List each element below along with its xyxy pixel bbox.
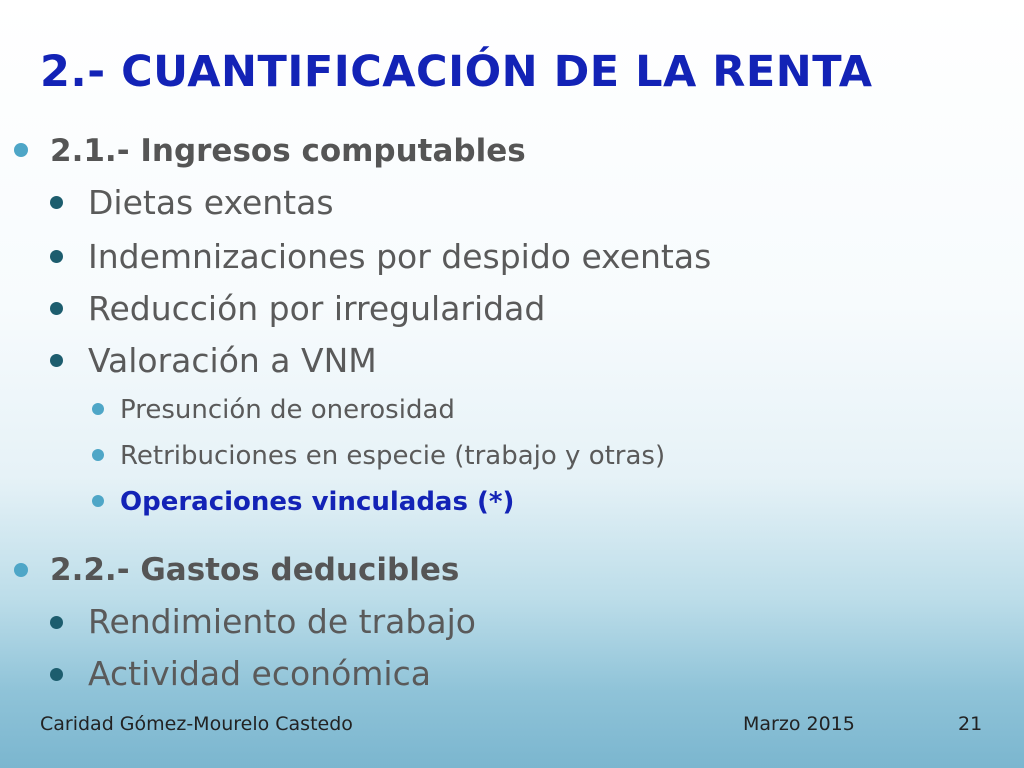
bullet-icon <box>50 302 63 315</box>
footer-date: Marzo 2015 <box>743 713 855 735</box>
bullet-icon <box>50 196 63 209</box>
bullet-icon <box>92 449 104 461</box>
bullet-icon <box>14 143 28 157</box>
bullet-icon <box>50 354 63 367</box>
bullet-icon <box>92 403 104 415</box>
bullet-icon <box>50 616 63 629</box>
footer-author: Caridad Gómez-Mourelo Castedo <box>40 713 353 735</box>
list-item-dietas: Dietas exentas <box>88 183 334 222</box>
bullet-icon <box>50 250 63 263</box>
list-item-presuncion: Presunción de onerosidad <box>120 395 455 425</box>
list-item-indemnizaciones: Indemnizaciones por despido exentas <box>88 237 712 276</box>
list-item-valoracion: Valoración a VNM <box>88 341 377 380</box>
list-item-actividad-economica: Actividad económica <box>88 654 431 693</box>
list-item-retribuciones: Retribuciones en especie (trabajo y otras) <box>120 441 666 471</box>
list-item-reduccion: Reducción por irregularidad <box>88 289 546 328</box>
slide-number: 21 <box>958 713 983 735</box>
bullet-icon <box>14 563 28 577</box>
bullet-icon <box>92 495 104 507</box>
bullet-icon <box>50 668 63 681</box>
section-heading-ingresos: 2.1.- Ingresos computables <box>50 133 526 169</box>
list-item-operaciones-vinculadas: Operaciones vinculadas (*) <box>120 487 515 517</box>
section-heading-gastos: 2.2.- Gastos deducibles <box>50 552 460 588</box>
list-item-rendimiento-trabajo: Rendimiento de trabajo <box>88 602 476 641</box>
slide-title: 2.- CUANTIFICACIÓN DE LA RENTA <box>40 47 873 97</box>
